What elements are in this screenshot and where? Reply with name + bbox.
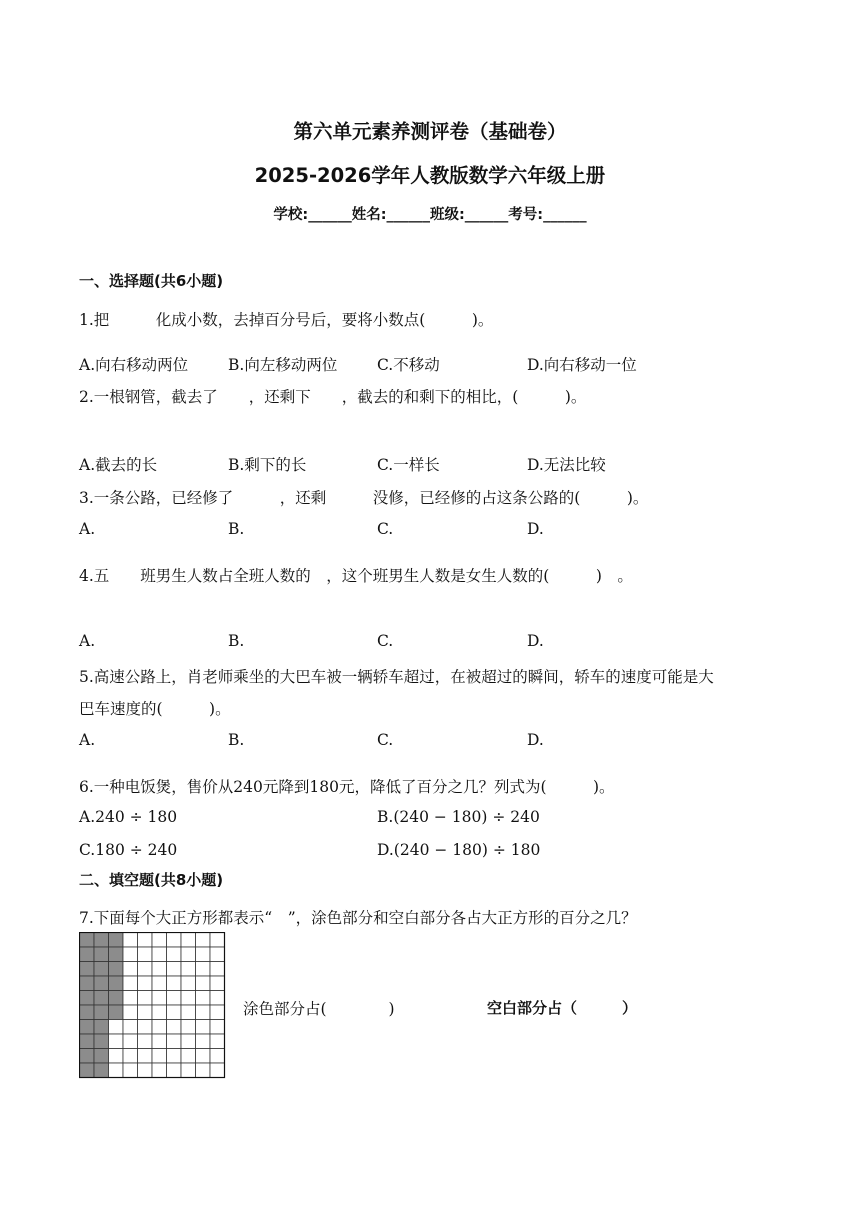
question-5-stem-line2: 巴车速度的( )。 [79, 700, 231, 718]
grid-cell-blank [152, 1020, 167, 1035]
grid-cell-blank [138, 1005, 153, 1020]
grid-cell-blank [181, 947, 196, 962]
question-5-option-d: D. [527, 731, 544, 749]
question-2-option-d: D.无法比较 [527, 456, 606, 474]
grid-cell-blank [196, 933, 211, 948]
grid-cell-blank [138, 947, 153, 962]
grid-cell-blank [109, 1034, 124, 1049]
grid-cell-shaded [109, 1005, 124, 1020]
grid-cell-blank [196, 962, 211, 977]
grid-cell-shaded [94, 1034, 109, 1049]
grid-cell-blank [123, 976, 138, 991]
grid-cell-blank [167, 1063, 182, 1078]
grid-cell-blank [196, 976, 211, 991]
grid-cell-blank [210, 976, 225, 991]
grid-cell-shaded [109, 962, 124, 977]
grid-cell-blank [181, 1005, 196, 1020]
question-7-stem: 7.下面每个大正方形都表示“ ”，涂色部分和空白部分各占大正方形的百分之几？ [79, 909, 637, 927]
grid-cell-blank [196, 1063, 211, 1078]
grid-cell-blank [210, 1063, 225, 1078]
question-5-option-b: B. [228, 731, 245, 749]
grid-cell-blank [152, 1034, 167, 1049]
question-6-option-d: D.(240 − 180) ÷ 180 [377, 841, 541, 859]
grid-cell-shaded [94, 976, 109, 991]
grid-cell-blank [181, 1063, 196, 1078]
grid-cell-blank [109, 1049, 124, 1064]
grid-cell-shaded [94, 933, 109, 948]
grid-cell-blank [138, 933, 153, 948]
page-title: 第六单元素养测评卷（基础卷） [293, 120, 567, 143]
grid-cell-blank [210, 1005, 225, 1020]
grid-cell-shaded [94, 947, 109, 962]
grid-cell-shaded [109, 947, 124, 962]
grid-cell-blank [109, 1020, 124, 1035]
grid-cell-blank [181, 976, 196, 991]
grid-cell-blank [196, 1049, 211, 1064]
grid-cell-shaded [80, 947, 95, 962]
grid-cell-blank [181, 1034, 196, 1049]
question-3-option-d: D. [527, 520, 544, 538]
grid-cell-blank [167, 991, 182, 1006]
grid-cell-blank [123, 1063, 138, 1078]
grid-cell-blank [196, 991, 211, 1006]
grid-cell-shaded [94, 1049, 109, 1064]
grid-cell-blank [152, 947, 167, 962]
section-choice-title: 一、选择题(共6小题) [79, 272, 224, 290]
grid-cell-blank [152, 1063, 167, 1078]
question-6-option-a: A.240 ÷ 180 [79, 808, 178, 826]
grid-cell-shaded [109, 933, 124, 948]
grid-cell-shaded [94, 962, 109, 977]
grid-cell-blank [181, 1049, 196, 1064]
grid-cell-blank [152, 933, 167, 948]
grid-cell-blank [181, 933, 196, 948]
grid-cell-blank [123, 1049, 138, 1064]
grid-cell-blank [210, 1034, 225, 1049]
grid-cell-blank [167, 1020, 182, 1035]
grid-cell-blank [210, 947, 225, 962]
question-1-stem: 1.把 化成小数，去掉百分号后，要将小数点( )。 [79, 311, 494, 329]
grid-cell-shaded [80, 1020, 95, 1035]
grid-cell-blank [138, 976, 153, 991]
grid-cell-blank [167, 947, 182, 962]
question-5-option-a: A. [79, 731, 96, 749]
grid-cell-blank [181, 1020, 196, 1035]
grid-cell-shaded [80, 1049, 95, 1064]
grid-cell-blank [123, 1020, 138, 1035]
grid-cell-shaded [94, 1020, 109, 1035]
question-4-option-b: B. [228, 632, 245, 650]
question-1-option-d: D.向右移动一位 [527, 356, 637, 374]
question-2-stem: 2.一根钢管，截去了 ，还剩下 ，截去的和剩下的相比，( )。 [79, 388, 587, 406]
grid-cell-shaded [94, 991, 109, 1006]
question-4-stem: 4.五 班男生人数占全班人数的 ，这个班男生人数是女生人数的( ) 。 [79, 567, 633, 585]
grid-cell-blank [196, 1020, 211, 1035]
grid-cell-blank [167, 976, 182, 991]
page-subtitle: 2025-2026学年人教版数学六年级上册 [254, 164, 606, 187]
blank-part-label: 空白部分占（ ） [487, 999, 638, 1017]
grid-cell-blank [167, 933, 182, 948]
question-5-option-c: C. [377, 731, 394, 749]
grid-cell-blank [167, 1049, 182, 1064]
grid-cell-shaded [94, 1005, 109, 1020]
question-3-option-b: B. [228, 520, 245, 538]
question-6-stem: 6.一种电饭煲，售价从240元降到180元，降低了百分之几？列式为( )。 [79, 778, 615, 796]
grid-cell-shaded [80, 991, 95, 1006]
grid-cell-blank [196, 1034, 211, 1049]
question-6-option-b: B.(240 − 180) ÷ 240 [377, 808, 540, 826]
grid-cell-shaded [94, 1063, 109, 1078]
grid-cell-blank [123, 947, 138, 962]
shaded-part-label: 涂色部分占( ) [243, 1000, 395, 1018]
question-4-option-d: D. [527, 632, 544, 650]
grid-cell-blank [138, 1020, 153, 1035]
grid-cell-shaded [80, 976, 95, 991]
grid-cell-blank [181, 962, 196, 977]
question-5-stem-line1: 5.高速公路上，肖老师乘坐的大巴车被一辆轿车超过，在被超过的瞬间，轿车的速度可能是大 [79, 668, 714, 686]
grid-cell-blank [196, 947, 211, 962]
grid-cell-blank [123, 1034, 138, 1049]
grid-cell-blank [152, 991, 167, 1006]
grid-cell-shaded [80, 1005, 95, 1020]
grid-cell-blank [210, 933, 225, 948]
question-1-option-c: C.不移动 [377, 356, 440, 374]
grid-cell-shaded [80, 962, 95, 977]
grid-cell-blank [138, 1049, 153, 1064]
question-1-option-b: B.向左移动两位 [228, 356, 338, 374]
grid-cell-blank [152, 962, 167, 977]
grid-cell-blank [181, 991, 196, 1006]
grid-cell-blank [138, 962, 153, 977]
grid-cell-shaded [80, 933, 95, 948]
grid-cell-blank [210, 1049, 225, 1064]
question-2-option-b: B.剩下的长 [228, 456, 307, 474]
grid-cell-shaded [80, 1063, 95, 1078]
grid-cell-blank [123, 991, 138, 1006]
question-3-option-c: C. [377, 520, 394, 538]
grid-cell-blank [123, 962, 138, 977]
question-2-option-a: A.截去的长 [79, 456, 158, 474]
question-2-option-c: C.一样长 [377, 456, 440, 474]
grid-cell-blank [152, 1049, 167, 1064]
grid-cell-blank [138, 1034, 153, 1049]
grid-cell-blank [123, 933, 138, 948]
grid-cell-blank [152, 1005, 167, 1020]
grid-cell-blank [167, 962, 182, 977]
grid-cell-blank [138, 991, 153, 1006]
question-4-option-c: C. [377, 632, 394, 650]
grid-cell-shaded [109, 976, 124, 991]
grid-cell-blank [167, 1005, 182, 1020]
grid-cell-blank [138, 1063, 153, 1078]
grid-cell-blank [210, 991, 225, 1006]
grid-cell-blank [196, 1005, 211, 1020]
grid-cell-blank [210, 1020, 225, 1035]
student-info-line: 学校:______姓名:______班级:______考号:______ [273, 207, 587, 223]
grid-cell-blank [167, 1034, 182, 1049]
question-1-option-a: A.向右移动两位 [79, 356, 189, 374]
hundred-square-grid [79, 932, 226, 1080]
grid-cell-blank [152, 976, 167, 991]
grid-cell-shaded [109, 991, 124, 1006]
section-fill-title: 二、填空题(共8小题) [79, 871, 224, 889]
grid-cell-blank [123, 1005, 138, 1020]
question-6-option-c: C.180 ÷ 240 [79, 841, 178, 859]
grid-cell-shaded [80, 1034, 95, 1049]
grid-cell-blank [109, 1063, 124, 1078]
question-3-stem: 3.一条公路，已经修了 ，还剩 没修，已经修的占这条公路的( )。 [79, 489, 649, 507]
question-3-option-a: A. [79, 520, 96, 538]
question-4-option-a: A. [79, 632, 96, 650]
grid-cell-blank [210, 962, 225, 977]
